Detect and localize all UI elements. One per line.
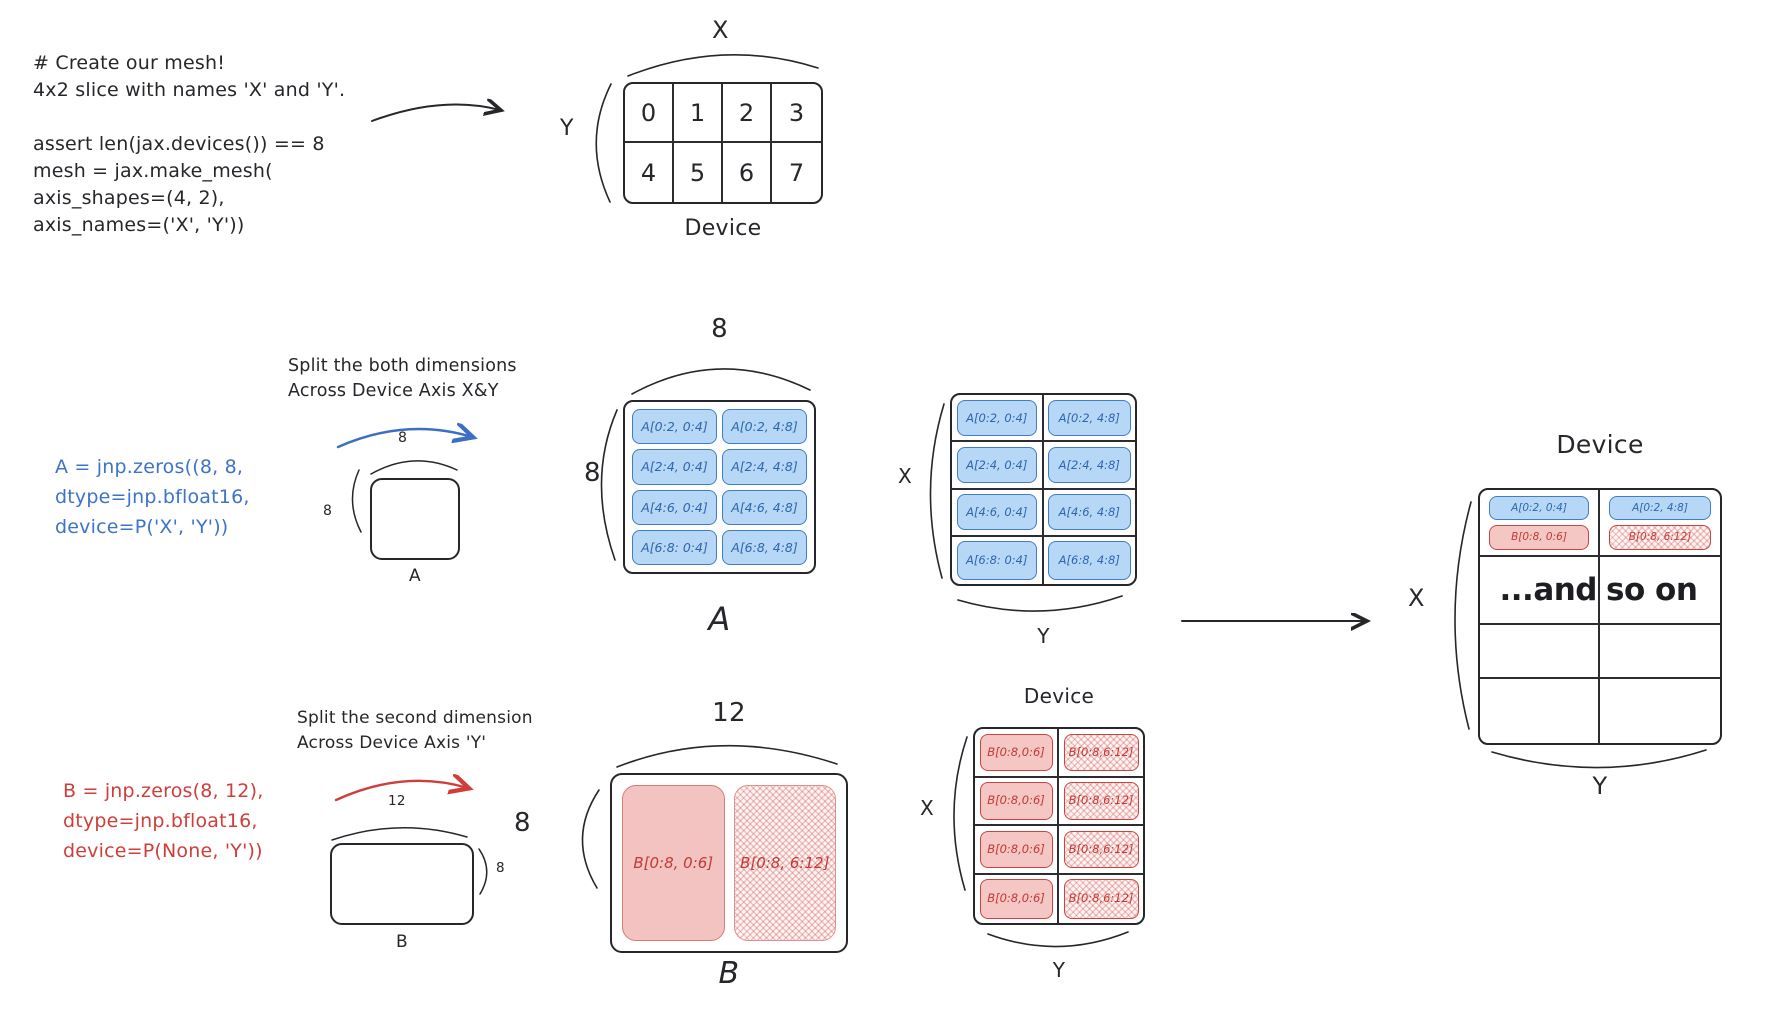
result-pill-a-right: A[0:2, 4:8] [1609,496,1711,520]
b-grid-label: B [718,956,740,991]
a-code-block [55,456,250,546]
a-grid-label: A [708,600,731,638]
result-ellipsis-right: so on [1600,557,1720,625]
device-cell [1600,679,1720,743]
b-grid-left-arc [582,790,599,888]
pill-line: B[0:8, [987,891,1022,906]
result-grid [1478,488,1722,745]
b-device-grid-title: Device [1023,684,1095,708]
pill-line: B[0:8, [1068,841,1104,856]
a-shard-pill: A[4:6, 0:4] [957,494,1038,530]
device-cell [1600,490,1720,557]
split-text-line: Split the both dimensions [288,356,517,376]
a-device-grid-left-bracket [930,404,944,578]
code-line [33,106,345,133]
a-square-top-dim: 8 [398,430,408,446]
b-device-grid [973,727,1145,925]
device-cell [1059,729,1143,778]
result-pill-b-right: B[0:8, 6:12] [1609,525,1711,550]
device-cell [1044,537,1136,584]
b-device-pill [980,734,1053,772]
b-device-grid-left-bracket [954,737,967,890]
pill-line: 0:6] [1021,744,1045,759]
b-device-pill [1064,782,1139,820]
mesh-y-label: Y [560,116,574,141]
device-cell [1044,490,1136,537]
pill-line: 0:6] [1021,793,1045,808]
device-cell [1059,826,1143,875]
a-shard-pill: A[4:6, 4:8] [722,490,807,525]
b-device-grid-x-label: X [920,796,935,820]
b-rect-top-dim: 12 [388,793,406,809]
device-cell: 2 [723,84,772,143]
a-shard-pill: A[2:4, 0:4] [632,449,717,484]
device-cell [1059,778,1143,827]
device-cell: 5 [674,143,723,202]
b-device-grid-y-label: Y [1052,958,1066,982]
device-cell [1480,625,1600,679]
a-shard-pill: A[6:8, 4:8] [1048,541,1131,579]
a-shard-pill: A[0:2, 4:8] [722,409,807,444]
result-y-label: Y [1592,772,1608,800]
b-device-pill [1064,831,1139,869]
b-grid-top-dim: 12 [712,698,746,728]
code-line: A = jnp.zeros((8, 8, [55,456,244,478]
b-device-pill [1064,879,1139,919]
mesh-top-arc [628,55,818,76]
code-line: 4x2 slice with names 'X' and 'Y'. [33,79,346,101]
b-rect-right-dim: 8 [496,860,505,876]
code-line: dtype=jnp.bfloat16, [63,810,258,832]
result-pill-a-left: A[0:2, 0:4] [1489,496,1589,520]
b-device-grid-bottom-arc [988,932,1128,947]
a-grid-top-arc [632,369,810,394]
split-both-dims-text [288,356,517,406]
device-cell [1044,442,1136,489]
pill-line: 6:12] [1103,891,1134,906]
pill-line: B[0:8, [1068,744,1104,759]
split-second-dim-text [297,708,533,758]
device-mesh-grid [623,82,823,204]
a-device-grid-bottom-arc [958,596,1122,611]
device-cell [1600,625,1720,679]
mesh-x-label: X [712,16,729,44]
mesh-code-block [33,52,345,241]
a-shard-pill: A[6:8, 4:8] [722,530,807,565]
result-x-label: X [1408,584,1425,612]
a-device-grid [950,393,1137,586]
a-square-top-arc [371,461,457,474]
split-text-line: Across Device Axis 'Y' [297,733,487,753]
a-grid-top-dim: 8 [711,314,728,344]
result-device-label: Device [1556,430,1644,459]
pill-line: 6:12] [1103,793,1134,808]
code-line: axis_shapes=(4, 2), [33,187,225,209]
device-cell: 6 [723,143,772,202]
pill-line: B[0:8, [987,744,1022,759]
a-shard-pill: A[0:2, 4:8] [1048,400,1131,436]
b-grid-left-dim: 8 [514,808,531,838]
pill-line: 6:12] [1103,744,1134,759]
a-device-grid-x-label: X [898,464,913,488]
b-unsharded-rect [330,843,474,925]
b-code-block [63,780,263,870]
result-left-bracket [1455,502,1471,729]
device-cell: 3 [772,84,821,143]
split-text-line: Across Device Axis X&Y [288,381,499,401]
result-ellipsis-left: ...and [1480,557,1600,625]
a-device-grid-y-label: Y [1037,624,1050,648]
pill-line: B[0:8, [987,793,1022,808]
device-cell [952,395,1044,442]
a-shard-pill: A[0:2, 0:4] [632,409,717,444]
b-grid-top-arc [617,746,837,767]
device-cell [1480,490,1600,557]
code-line: device=P('X', 'Y')) [55,516,229,538]
b-sharded-grid [610,773,848,953]
b-rect-label: B [396,932,408,952]
b-cell-hatched: B[0:8, 6:12] [734,785,837,941]
code-line: mesh = jax.make_mesh( [33,160,273,182]
b-device-pill [980,782,1053,820]
pill-line: B[0:8, [1068,891,1104,906]
code-line: device=P(None, 'Y')) [63,840,263,862]
a-grid-left-bracket [601,410,617,560]
mesh-left-bracket [596,84,611,202]
device-cell [975,778,1059,827]
a-shard-pill: A[4:6, 4:8] [1048,494,1131,530]
a-shard-pill: A[0:2, 0:4] [957,400,1038,436]
pill-line: B[0:8, [987,841,1022,856]
a-sharded-grid [623,400,816,574]
a-shard-pill: A[2:4, 0:4] [957,447,1038,483]
b-device-pill [980,831,1053,869]
device-cell [952,537,1044,584]
a-square-label: A [409,566,421,586]
device-cell [975,875,1059,924]
code-line: axis_names=('X', 'Y')) [33,214,245,236]
a-square-left-dim: 8 [323,503,333,519]
a-unsharded-square [370,478,460,560]
code-line: B = jnp.zeros(8, 12), [63,780,264,802]
code-line: assert len(jax.devices()) == 8 [33,133,325,155]
a-shard-pill: A[6:8: 0:4] [957,541,1038,579]
device-cell [975,729,1059,778]
device-cell: 1 [674,84,723,143]
arrow-code-to-mesh [372,105,500,121]
pill-line: 0:6] [1021,891,1045,906]
mesh-device-label: Device [684,216,762,241]
b-device-pill [980,879,1053,919]
b-device-pill [1064,734,1139,772]
split-text-line: Split the second dimension [297,708,533,728]
device-cell: 0 [625,84,674,143]
pill-line: B[0:8, [1068,793,1104,808]
b-cell-solid: B[0:8, 0:6] [622,785,725,941]
result-pill-b-left: B[0:8, 0:6] [1489,525,1589,550]
device-cell [952,490,1044,537]
a-shard-pill: A[2:4, 4:8] [722,449,807,484]
code-line: dtype=jnp.bfloat16, [55,486,250,508]
device-cell [975,826,1059,875]
b-rect-top-arc [332,828,467,840]
device-cell [1480,679,1600,743]
code-line: # Create our mesh! [33,52,226,74]
a-grid-left-dim: 8 [584,458,601,488]
pill-line: 0:6] [1021,841,1045,856]
device-cell: 4 [625,143,674,202]
b-rect-right-arc [479,849,487,894]
pill-line: 6:12] [1103,841,1134,856]
device-cell [1059,875,1143,924]
device-cell [952,442,1044,489]
device-cell: 7 [788,158,805,187]
device-cell [1044,395,1136,442]
result-bottom-arc [1492,750,1706,768]
a-shard-pill: A[6:8: 0:4] [632,530,717,565]
a-shard-pill: A[4:6, 0:4] [632,490,717,525]
a-square-left-arc [352,470,361,532]
a-shard-pill: A[2:4, 4:8] [1048,447,1131,483]
